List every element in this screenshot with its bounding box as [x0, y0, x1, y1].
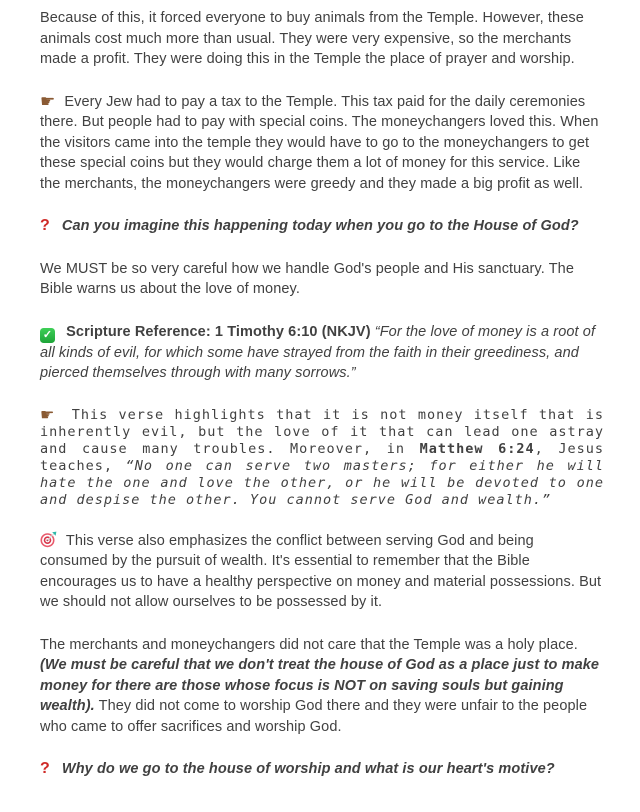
paragraph-intro — [40, 8, 604, 70]
verse-insight-text: This verse highlights that it is not money itself that is inherently evil, but the love of it that can lead one astray and cause many troubles. Moreover, in — [40, 406, 604, 457]
paragraph-warning-text: We MUST be so very careful how we handle God's people and His sanctuary. The Bible warns us about the love of money. — [40, 260, 574, 297]
check-mark-icon: ✓ — [40, 328, 55, 343]
scripture-quote: “For the love of money is a root of all kinds of evil, for which some have strayed from the faith in their greediness, and pierced themselves through with many sorrows.” — [40, 323, 596, 381]
paragraph-scripture-reference — [40, 322, 604, 384]
question-heart-motive — [40, 759, 604, 780]
paragraph-intro-text: Because of this, it forced everyone to buy animals from the Temple. However, these animals cost much more than usual. They were very expensive, so the merchants made a profit. They were doing this in the Temple the place of prayer and worship. — [40, 10, 584, 67]
verse-insight-quote: “No one can serve two masters; for either he will hate the one and love the other, or he will be devoted to one and despise the other. You cannot serve God and wealth.” — [40, 457, 604, 508]
paragraph-merchants-post: They did not come to worship God there and they were unfair to the people who came to offer sacrifices and worship God. — [40, 698, 588, 735]
pointing-finger-icon: ☛ — [40, 404, 55, 424]
question-mark-icon: ? — [40, 217, 50, 234]
paragraph-merchants — [40, 635, 604, 738]
question-heart-motive-text: Why do we go to the house of worship and what is our heart's motive? — [61, 761, 555, 777]
paragraph-warning — [40, 259, 604, 300]
question-mark-icon: ? — [40, 760, 50, 777]
question-imagine-today — [40, 216, 604, 237]
paragraph-temple-tax-text: Every Jew had to pay a tax to the Temple. This tax paid for the daily ceremonies there. But people had to pay with special coins. The moneychangers loved this. When the visitors came into the temple they would have to go to the moneychangers to get these special coins but they would charge them a lot of money for this service. Like the merchants, the moneychangers were greedy and they made a big profit as well. — [40, 93, 599, 192]
paragraph-temple-tax — [40, 92, 604, 195]
verse-insight-reference: Matthew 6:24 — [419, 440, 535, 457]
question-imagine-today-text: Can you imagine this happening today when you go to the House of God? — [61, 218, 579, 234]
paragraph-merchants-pre: The merchants and moneychangers did not care that the Temple was a holy place. — [40, 636, 578, 653]
paragraph-merchants-emphasis: (We must be careful that we don't treat the house of God as a place just to make money for there are those whose focus is NOT on saving souls but gaining wealth). — [40, 657, 600, 714]
paragraph-verse-insight — [40, 406, 604, 509]
pointing-finger-icon: ☛ — [40, 91, 56, 112]
scripture-reference-label: Scripture Reference: 1 Timothy 6:10 (NKJV) — [66, 323, 371, 340]
verse-insight-mid: , Jesus teaches, — [40, 440, 604, 474]
dart-icon — [40, 531, 57, 548]
paragraph-target-insight-text: This verse also emphasizes the conflict between serving God and being consumed by the pursuit of wealth. It's essential to remember that the Bible encourages us to have a healthy perspective on money and material possessions. But we should not allow ourselves to be possessed by it. — [40, 532, 602, 610]
paragraph-target-insight — [40, 531, 604, 613]
